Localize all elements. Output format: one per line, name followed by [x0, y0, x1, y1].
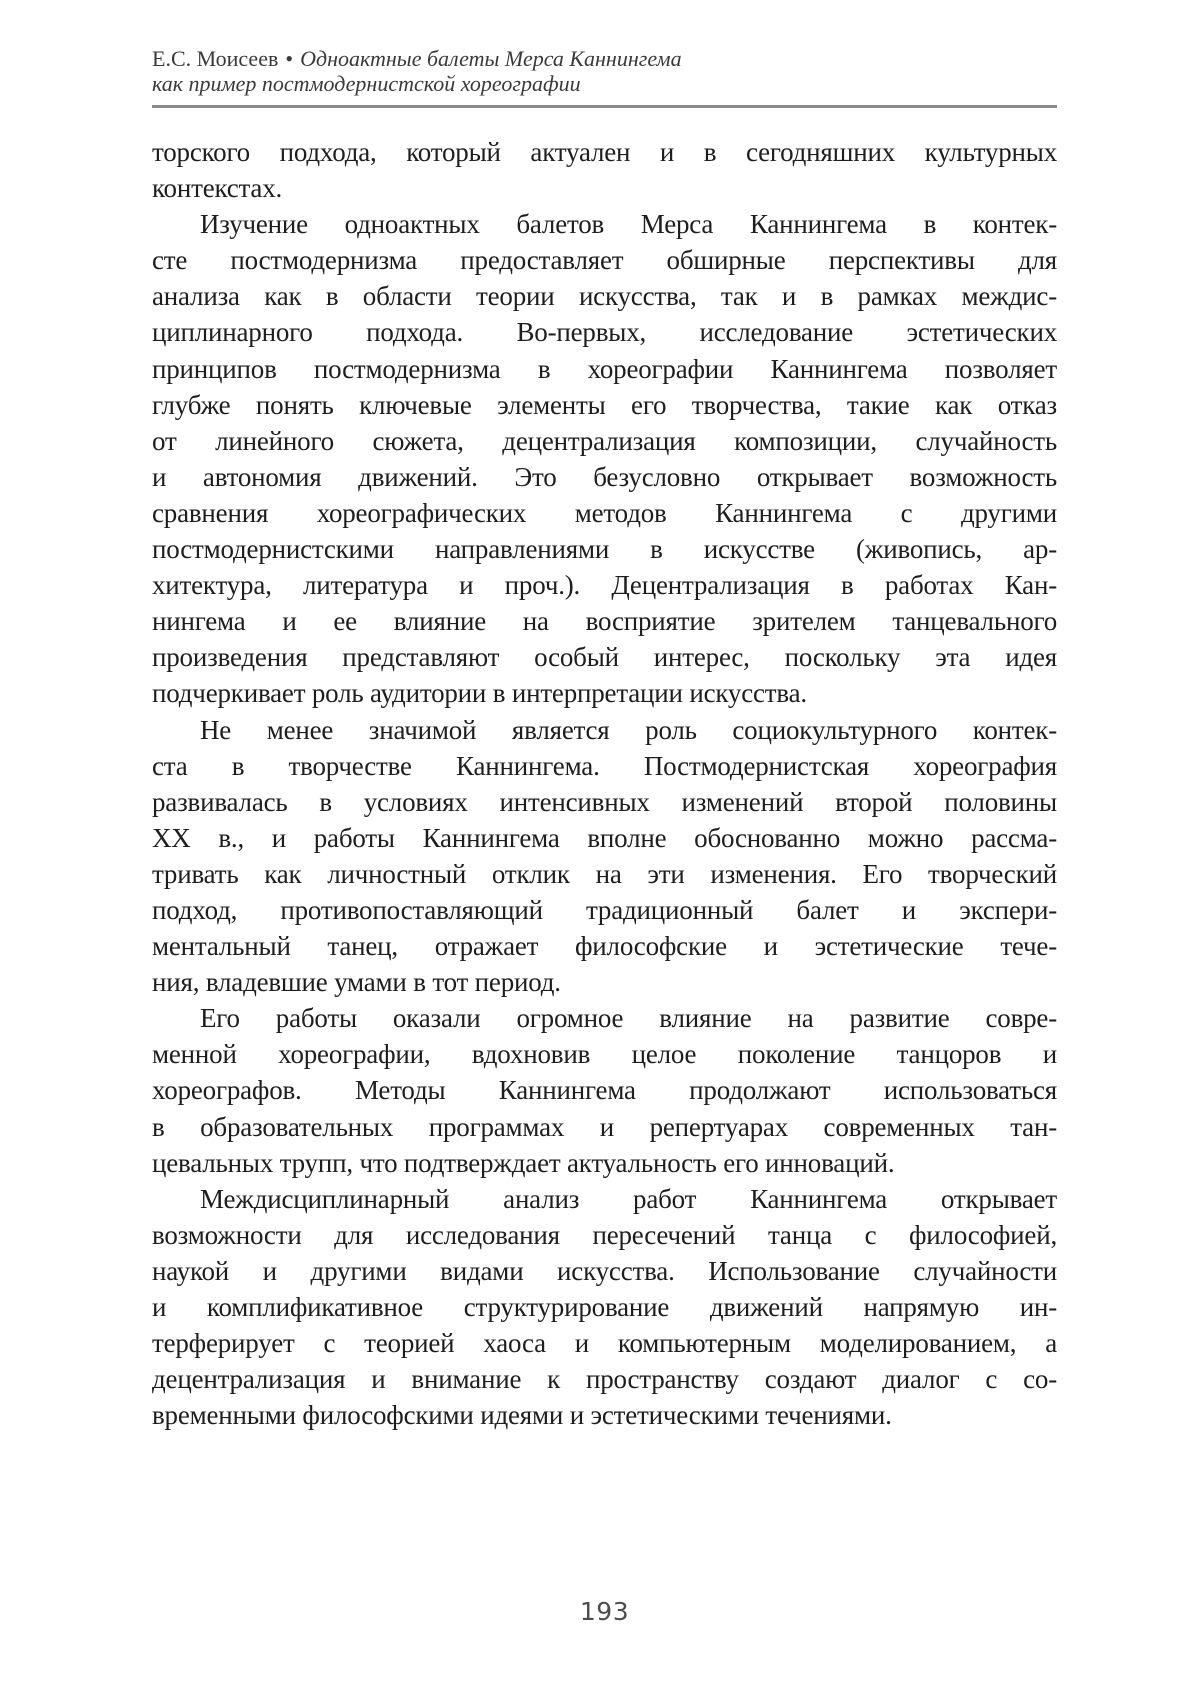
text-line: развивалась в условиях интенсивных изменений второй половины [152, 786, 1057, 817]
header-separator-bullet: • [285, 46, 294, 71]
text-line: цевальных трупп, что подтверждает актуальность его инноваций. [152, 1147, 895, 1178]
text-line: глубже понять ключевые элементы его творчества, такие как отказ [152, 389, 1057, 420]
text-line: подход, противопоставляющий традиционный балет и экспери- [152, 894, 1057, 925]
content-column [152, 0, 1057, 1433]
running-header [152, 0, 1057, 108]
text-line: Его работы оказали огромное влияние на развитие совре- [200, 1003, 1057, 1034]
article-body [152, 134, 1057, 1433]
text-line: тривать как личностный отклик на эти изменения. Его творческий [152, 858, 1057, 889]
page-number: 193 [579, 1597, 630, 1626]
text-line: возможности для исследования пересечений танца с философией, [152, 1219, 1057, 1250]
text-line: децентрализация и внимание к пространству создают диалог с со- [152, 1364, 1057, 1395]
header-title-part1: Одноактные балеты Мерса Каннингема [300, 46, 682, 71]
text-line: Междисциплинарный анализ работ Каннингема открывает [200, 1183, 1057, 1214]
paragraph [152, 712, 1057, 1001]
paragraph [152, 1000, 1057, 1180]
header-title-part2: как пример постмодернистской хореографии [152, 71, 581, 96]
text-line: постмодернистскими направлениями в искусстве (живопись, ар- [152, 534, 1057, 565]
text-line: Не менее значимой является роль социокультурного контек- [200, 714, 1057, 745]
running-header-line1 [152, 46, 1057, 71]
text-line: хореографов. Методы Каннингема продолжают использоваться [152, 1075, 1057, 1106]
text-line: ментальный танец, отражает философские и эстетические тече- [152, 931, 1057, 962]
paragraph [152, 206, 1057, 711]
text-line: циплинарного подхода. Во-первых, исследование эстетических [152, 317, 1057, 348]
text-line: принципов постмодернизма в хореографии Каннингема позволяет [152, 353, 1057, 384]
text-line: ста в творчестве Каннингема. Постмодернистская хореография [152, 750, 1057, 781]
text-line: произведения представляют особый интерес, поскольку эта идея [152, 642, 1057, 673]
text-line: Изучение одноактных балетов Мерса Каннингема в контек- [200, 209, 1057, 240]
text-line: XX в., и работы Каннингема вполне обоснованно можно рассма- [152, 822, 1057, 853]
text-line: контекстах. [152, 173, 283, 204]
text-line: наукой и другими видами искусства. Использование случайности [152, 1255, 1057, 1286]
text-line: от линейного сюжета, децентрализация композиции, случайность [152, 425, 1057, 456]
header-rule [152, 105, 1057, 108]
paragraph [152, 1181, 1057, 1434]
paragraph [152, 134, 1057, 206]
text-line: подчеркивает роль аудитории в интерпретации искусства. [152, 678, 807, 709]
text-line: в образовательных программах и репертуарах современных тан- [152, 1111, 1057, 1142]
text-line: менной хореографии, вдохновив целое поколение танцоров и [152, 1039, 1057, 1070]
text-line: торского подхода, который актуален и в сегодняшних культурных [152, 137, 1057, 167]
text-line: терферирует с теорией хаоса и компьютерным моделированием, а [152, 1328, 1057, 1359]
text-line: хитектура, литература и проч.). Децентрализация в работах Кан- [152, 570, 1057, 601]
text-line: нингема и ее влияние на восприятие зрителем танцевального [152, 606, 1057, 637]
text-line: и комплификативное структурирование движений напрямую ин- [152, 1292, 1057, 1322]
text-line: сте постмодернизма предоставляет обширные перспективы для [152, 245, 1057, 276]
header-author: Е.С. Моисеев [152, 46, 279, 71]
text-line: сравнения хореографических методов Каннингема с другими [152, 497, 1057, 528]
text-line: анализа как в области теории искусства, так и в рамках междис- [152, 281, 1057, 312]
text-line: временными философскими идеями и эстетическими течениями. [152, 1400, 892, 1431]
text-line: ния, владевшие умами в тот период. [152, 967, 561, 998]
text-line: и автономия движений. Это безусловно открывает возможность [152, 461, 1057, 492]
